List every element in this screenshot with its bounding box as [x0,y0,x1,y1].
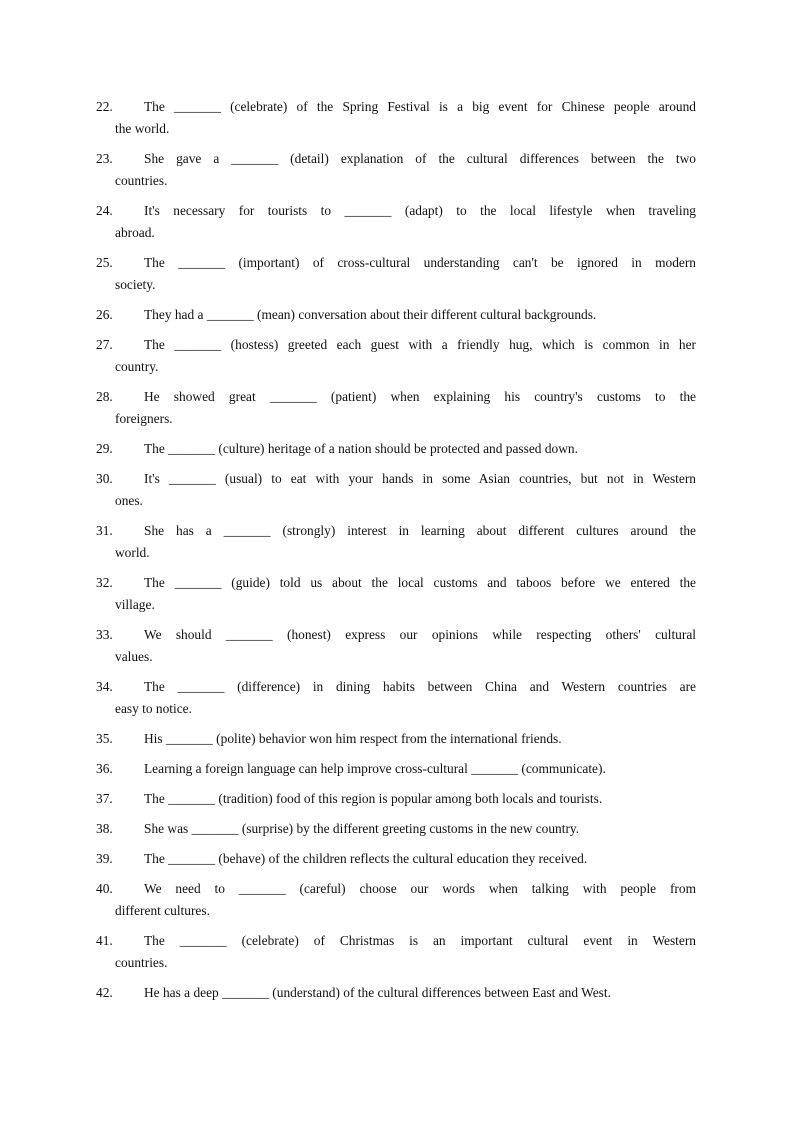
item-text [96,930,696,974]
list-item [96,878,696,922]
item-text [96,728,696,750]
item-line-1: Learning a foreign language can help improve cross-cultural _______ (communicate). [144,761,606,776]
item-text [96,848,696,870]
item-line-1: They had a _______ (mean) conversation about their different cultural backgrounds. [144,307,597,322]
item-line-1: He has a deep _______ (understand) of the cultural differences between East and West. [144,985,611,1000]
item-text [96,676,696,720]
list-item [96,468,696,512]
item-number: 38. [96,821,113,836]
item-text [96,96,696,140]
item-number: 40. [96,881,113,896]
item-line-2: different cultures. [115,903,210,918]
list-item [96,334,696,378]
list-item [96,848,696,870]
list-item [96,982,696,1004]
item-text [96,334,696,378]
item-line-2: the world. [115,121,170,136]
item-line-2: values. [115,649,153,664]
item-line-1: The _______ (celebrate) of Christmas is an important cultural event in Western [144,933,696,948]
item-text [96,304,696,326]
item-line-1: The _______ (tradition) food of this region is popular among both locals and tourists. [144,791,603,806]
item-line-2: countries. [115,173,168,188]
item-line-1: The _______ (important) of cross-cultural understanding can't be ignored in modern [144,255,696,270]
item-text [96,386,696,430]
item-line-1: We need to _______ (careful) choose our words when talking with people from [144,881,696,896]
item-number: 22. [96,99,113,114]
item-number: 32. [96,575,113,590]
item-line-2: foreigners. [115,411,173,426]
item-line-1: The _______ (celebrate) of the Spring Festival is a big event for Chinese people around [144,99,696,114]
item-line-1: He showed great _______ (patient) when explaining his country's customs to the [144,389,696,404]
list-item [96,728,696,750]
item-line-1: The _______ (guide) told us about the local customs and taboos before we entered the [144,575,696,590]
item-text [96,200,696,244]
item-line-1: The _______ (hostess) greeted each guest with a friendly hug, which is common in her [144,337,696,352]
list-item [96,386,696,430]
item-line-2: world. [115,545,150,560]
item-line-1: She gave a _______ (detail) explanation of the cultural differences between the two [144,151,696,166]
item-number: 27. [96,337,113,352]
item-text [96,982,696,1004]
list-item [96,930,696,974]
item-line-1: We should _______ (honest) express our opinions while respecting others' cultural [144,627,696,642]
list-item [96,96,696,140]
list-item [96,252,696,296]
item-line-1: It's _______ (usual) to eat with your hands in some Asian countries, but not in Western [144,471,696,486]
list-item [96,676,696,720]
list-item [96,200,696,244]
item-number: 42. [96,985,113,1000]
item-line-1: His _______ (polite) behavior won him respect from the international friends. [144,731,562,746]
item-line-2: country. [115,359,159,374]
item-text [96,624,696,668]
item-text [96,252,696,296]
item-text [96,878,696,922]
list-item [96,520,696,564]
item-line-1: The _______ (culture) heritage of a nation should be protected and passed down. [144,441,578,456]
item-number: 25. [96,255,113,270]
item-number: 41. [96,933,113,948]
item-text [96,818,696,840]
item-number: 28. [96,389,113,404]
item-number: 34. [96,679,113,694]
list-item [96,758,696,780]
list-item [96,818,696,840]
item-text [96,438,696,460]
item-number: 29. [96,441,113,456]
item-line-2: village. [115,597,155,612]
item-line-1: She was _______ (surprise) by the different greeting customs in the new country. [144,821,580,836]
item-line-2: easy to notice. [115,701,192,716]
item-text [96,148,696,192]
item-number: 31. [96,523,113,538]
list-item [96,624,696,668]
list-item [96,148,696,192]
list-item [96,304,696,326]
item-line-2: ones. [115,493,143,508]
list-item [96,788,696,810]
item-line-1: The _______ (behave) of the children reflects the cultural education they received. [144,851,588,866]
item-number: 36. [96,761,113,776]
item-text [96,468,696,512]
list-item [96,572,696,616]
item-number: 23. [96,151,113,166]
item-text [96,520,696,564]
item-number: 33. [96,627,113,642]
item-text [96,788,696,810]
item-number: 26. [96,307,113,322]
item-text [96,758,696,780]
item-number: 30. [96,471,113,486]
item-line-1: She has a _______ (strongly) interest in learning about different cultures around the [144,523,696,538]
item-line-1: It's necessary for tourists to _______ (adapt) to the local lifestyle when traveling [144,203,696,218]
item-text [96,572,696,616]
item-number: 24. [96,203,113,218]
item-number: 37. [96,791,113,806]
item-line-1: The _______ (difference) in dining habits between China and Western countries are [144,679,696,694]
item-line-2: abroad. [115,225,155,240]
item-line-2: society. [115,277,156,292]
exercise-list [96,96,696,1012]
item-line-2: countries. [115,955,168,970]
item-number: 35. [96,731,113,746]
list-item [96,438,696,460]
item-number: 39. [96,851,113,866]
